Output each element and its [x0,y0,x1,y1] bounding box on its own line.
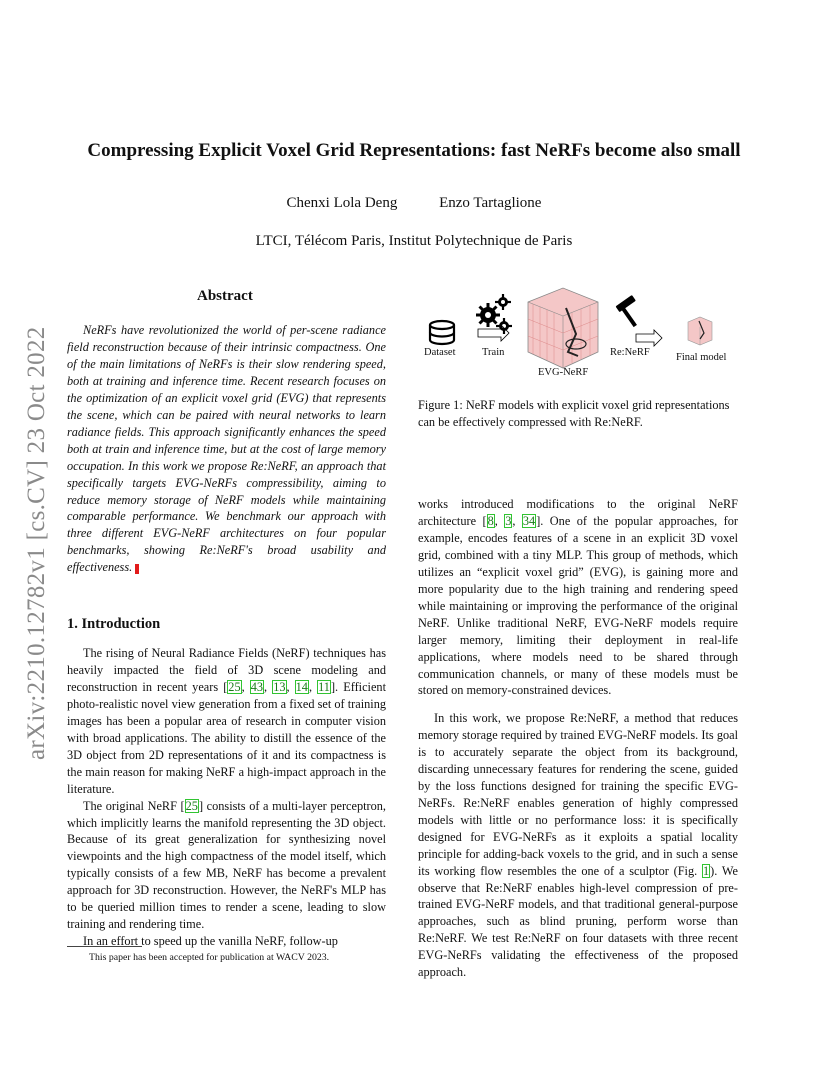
section-heading-introduction: 1. Introduction [67,616,161,632]
footnote: This paper has been accepted for publication at WACV 2023. [89,952,330,963]
citation-link[interactable]: 3 [505,513,512,528]
arrow-icon [636,330,662,346]
right-column-paragraph-2: In this work, we propose Re:NeRF, a method that reduces memory storage required by trained EVG-NeRF models. Its goal is to accurately separate the object from its background, discarding unnecessary features for rendering the scene, guided by the loss functions designed for training the specific EVG-NeRFs. Re:NeRF enables generation of highly compressed models with little or no performance loss: it is specifically designed for EVG-NeRFs as it exploits a spatial locality principle for adding-back voxels to the grid, and in such a sense its working flow resembles the one of a sculptor (Fig. 1). We observe that Re:NeRF enables high-level compression of pre-trained EVG-NeRF models, and that traditional general-purpose approaches, such as blind pruning, perform worse than Re:NeRF. We test Re:NeRF on four datasets with three recent EVG-NeRFs validating the effectiveness of the proposed approach. [418,711,738,980]
gears-icon [476,294,512,334]
abstract-body [67,322,386,576]
abstract-text: NeRFs have revolutionized the world of per-scene radiance field reconstruction because of their intrinsic compactness. One of the main limitations of NeRFs is their slow rendering speed, both at training and inference time. Recent research focuses on the optimization of an explicit voxel grid (EVG) that represents the scene, which can be paired with neural networks to learn radiance fields. This approach significantly enhances the speed both at train and inference time, but at the cost of large memory occupation. In this work we propose Re:NeRF, an approach that specifically targets EVG-NeRFs compressibility, aiming to reduce memory storage of NeRF models while maintaining comparable performance. We benchmark our approach with three different EVG-NeRF architectures on four popular benchmarks, showing Re:NeRF's broad usability and effectiveness. [67,323,386,575]
figure-label-renerf: Re:NeRF [610,347,650,358]
author-1: Chenxi Lola Deng [286,195,398,211]
arxiv-stamp [17,290,57,760]
footnote-marker[interactable] [135,564,139,574]
hammer-icon [616,295,637,327]
citation-link[interactable]: 25 [228,679,241,694]
figure-label-dataset: Dataset [424,347,456,358]
affiliation: LTCI, Télécom Paris, Institut Polytechnique de Paris [255,233,573,249]
citation-link[interactable]: 25 [185,798,198,813]
footnote-rule [67,946,142,947]
figure-label-final-model: Final model [676,352,727,363]
citation-link[interactable]: 14 [295,679,308,694]
intro-paragraph-2: The original NeRF [25] consists of a multi-layer perceptron, which implicitly learns the manifold representing the 3D object. Because of its great generalization for synthesizing novel viewpoints and the high compactness of the model itself, which typically consists of a few MB, NeRF has become a prevalent approach for 3D reconstruction. However, the NeRF's MLP has to be queried million times to render a scene, leading to slow training and rendering time. [67,798,386,932]
figure-reference-link[interactable]: 1 [703,863,710,878]
database-icon [430,321,454,344]
citation-link[interactable]: 8 [487,513,494,528]
final-model-icon [688,317,712,345]
abstract-heading: Abstract [197,288,253,304]
citation-link[interactable]: 13 [273,679,286,694]
figure-label-evg-nerf: EVG-NeRF [538,367,589,378]
intro-paragraph-3: In an effort to speed up the vanilla NeRF, follow-up [83,934,338,949]
figure-label-train: Train [482,347,505,358]
figure-caption: Figure 1: NeRF models with explicit voxel grid representations can be effectively compressed with Re:NeRF. [418,398,730,429]
right-column-paragraph-1: works introduced modifications to the original NeRF architecture [8, 3, 34]. One of the popular approaches, for example, encodes features of a scene in an explicit 3D voxel grid, combined with a tiny MLP. This group of methods, which utilizes an “explicit voxel grid” (EVG), is gaining more and more popularity due to the high training and rendering speed while maintaining or improving the performance of the original NeRF. Unlike traditional NeRF, EVG-NeRF models require larger memory, limiting their deployment in real-life applications, where models need to be shared through communication channels, or many of these models must be stored on memory-constrained devices. [418,497,738,698]
voxel-cube-icon [528,288,598,368]
authors [0,195,828,212]
figure-1 [418,284,738,384]
intro-paragraph-1: The rising of Neural Radiance Fields (NeRF) techniques has heavily impacted the field of 3D scene modeling and reconstruction in recent years [25, 43, 13, 14, 11]. Efficient photo-realistic novel view generation from a fixed set of training images has been a popular area of research in computer vision with broad applications. The ability to distill the essence of the 3D object from 2D representations of it and its compactness is the main reason for making NeRF a high-impact approach in the literature. [67,646,386,796]
arxiv-stamp-text: arXiv:2210.12782v1 [cs.CV] 23 Oct 2022 [23,326,50,760]
introduction-body [67,645,386,950]
author-2: Enzo Tartaglione [439,195,542,211]
citation-link[interactable]: 11 [318,679,330,694]
citation-link[interactable]: 34 [522,513,536,528]
paper-title: Compressing Explicit Voxel Grid Representations: fast NeRFs become also small [87,140,741,161]
citation-link[interactable]: 43 [250,679,264,694]
